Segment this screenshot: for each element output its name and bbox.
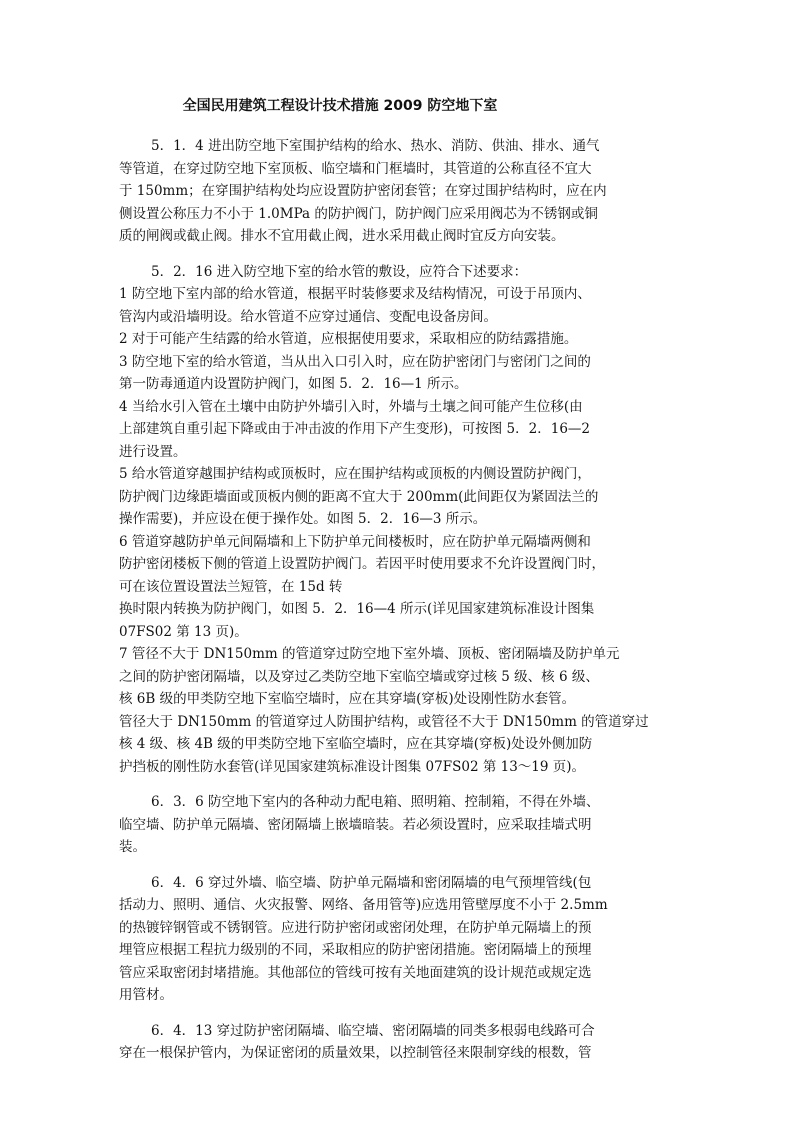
paragraph-line: 埋管应根据工程抗力级别的不同，采取相应的防护密闭措施。密闭隔墙上的预埋 <box>119 942 592 958</box>
paragraph-line: 于 150mm；在穿围护结构处均应设置防护密闭套管；在穿过围护结构时，应在内 <box>119 183 607 199</box>
paragraph-line: 括动力、照明、通信、火灾报警、网络、备用管等)应选用管壁厚度不小于 2.5mm <box>119 897 608 913</box>
list-item-line: 07FS02 第 13 页)。 <box>119 623 248 640</box>
list-item-line: 2 对于可能产生结露的给水管道，应根据使用要求，采取相应的防结露措施。 <box>119 331 578 347</box>
paragraph-line: 管应采取密闭封堵措施。其他部位的管线可按有关地面建筑的设计规范或规定选 <box>119 964 592 981</box>
paragraph-line: 侧设置公称压力不小于 1.0MPa 的防护阀门，防护阀门应采用阀芯为不锈钢或铜 <box>119 205 598 222</box>
document-title: 全国民用建筑工程设计技术措施 2009 防空地下室 <box>182 98 498 114</box>
section-6-4-13 <box>119 1020 679 1065</box>
section-6-4-6 <box>119 872 679 1007</box>
list-item-line: 核 6B 级的甲类防空地下室临空墙时，应在其穿墙(穿板)处设刚性防水套管。 <box>119 691 576 707</box>
list-item-line: 护挡板的刚性防水套管(详见国家建筑标准设计图集 07FS02 第 13～19 页)。 <box>119 758 586 775</box>
list-item-line: 3 防空地下室的给水管道，当从出入口引入时，应在防护密闭门与密闭门之间的 <box>119 353 591 370</box>
list-item-line: 管径大于 DN150mm 的管道穿过人防围护结构，或管径不大于 DN150mm 的管道穿过 <box>119 713 649 730</box>
list-item-line: 核 4 级、核 4B 级的甲类防空地下室临空墙时，应在其穿墙(穿板)处设外侧加防 <box>119 736 593 752</box>
list-item-line: 1 防空地下室内部的给水管道，根据平时装修要求及结构情况，可设于吊顶内、 <box>119 286 591 302</box>
paragraph-line: 6．4．13 穿过防护密闭隔墙、临空墙、密闭隔墙的同类多根弱电线路可合 <box>151 1022 595 1039</box>
paragraph-line: 质的闸阀或截止阀。排水不宜用截止阀，进水采用截止阀时宜反方向安装。 <box>119 228 565 244</box>
list-item-line: 进行设置。 <box>119 443 187 460</box>
paragraph-line: 用管材。 <box>119 987 173 1003</box>
paragraph-gap <box>119 1007 679 1020</box>
list-item-line: 上部建筑自重引起下降或由于冲击波的作用下产生变形)，可按图 5．2．16—2 <box>119 421 591 437</box>
paragraph-line: 6．4．6 穿过外墙、临空墙、防护单元隔墙和密闭隔墙的电气预埋管线(包 <box>151 874 592 891</box>
paragraph-line: 临空墙、防护单元隔墙、密闭隔墙上嵌墙暗装。若必须设置时，应采取挂墙式明 <box>119 816 592 833</box>
list-item-line: 换时限内转换为防护阀门，如图 5．2．16—4 所示(详见国家建筑标准设计图集 <box>119 601 595 617</box>
section-6-3-6 <box>119 791 679 859</box>
list-item-line: 5 给水管道穿越围护结构或顶板时，应在围护结构或顶板的内侧设置防护阀门， <box>119 466 591 482</box>
paragraph-line: 5．2．16 进入防空地下室的给水管的敷设，应符合下述要求： <box>151 263 528 280</box>
section-5-2-16 <box>119 261 679 779</box>
list-item-line: 可在该位置设置法兰短管，在 15d 转 <box>119 578 343 595</box>
paragraph-line: 6．3．6 防空地下室内的各种动力配电箱、照明箱、控制箱，不得在外墙、 <box>151 794 600 810</box>
list-item-line: 4 当给水引入管在土壤中由防护外墙引入时，外墙与土壤之间可能产生位移(由 <box>119 398 583 415</box>
paragraph-line: 5．1．4 进出防空地下室围护结构的给水、热水、消防、供油、排水、通气 <box>151 138 600 154</box>
list-item-line: 防护密闭楼板下侧的管道上设置防护阀门。若因平时使用要求不允许设置阀门时， <box>119 556 605 572</box>
paragraph-line: 装。 <box>119 839 146 855</box>
paragraph-line: 等管道，在穿过防空地下室顶板、临空墙和门框墙时，其管道的公称直径不宜大 <box>119 160 592 177</box>
document-body <box>119 135 679 1065</box>
list-item-line: 操作需要)，并应设在便于操作处。如图 5．2．16—3 所示。 <box>119 511 487 527</box>
list-item-line: 之间的防护密闭隔墙，以及穿过乙类防空地下室临空墙或穿过核 5 级、核 6 级、 <box>119 668 599 685</box>
list-item-line: 6 管道穿越防护单元间隔墙和上下防护单元间楼板时，应在防护单元隔墙两侧和 <box>119 533 591 550</box>
list-item-line: 管沟内或沿墙明设。给水管道不应穿过通信、变配电设备房间。 <box>119 308 497 325</box>
paragraph-line: 的热镀锌钢管或不锈钢管。应进行防护密闭或密闭处理，在防护单元隔墙上的预 <box>119 919 592 936</box>
list-item-line: 7 管径不大于 DN150mm 的管道穿过防空地下室外墙、顶板、密闭隔墙及防护单元 <box>119 646 620 662</box>
paragraph-gap <box>119 778 679 791</box>
list-item-line: 防护阀门边缘距墙面或顶板内侧的距离不宜大于 200mm(此间距仅为紧固法兰的 <box>119 488 599 505</box>
list-item-line: 第一防毒通道内设置防护阀门，如图 5．2．16—1 所示。 <box>119 376 468 392</box>
paragraph-gap <box>119 248 679 261</box>
paragraph-line: 穿在一根保护管内，为保证密闭的质量效果，以控制管径来限制穿线的根数，管 <box>119 1045 592 1061</box>
paragraph-gap <box>119 859 679 872</box>
section-5-1-4 <box>119 135 679 248</box>
